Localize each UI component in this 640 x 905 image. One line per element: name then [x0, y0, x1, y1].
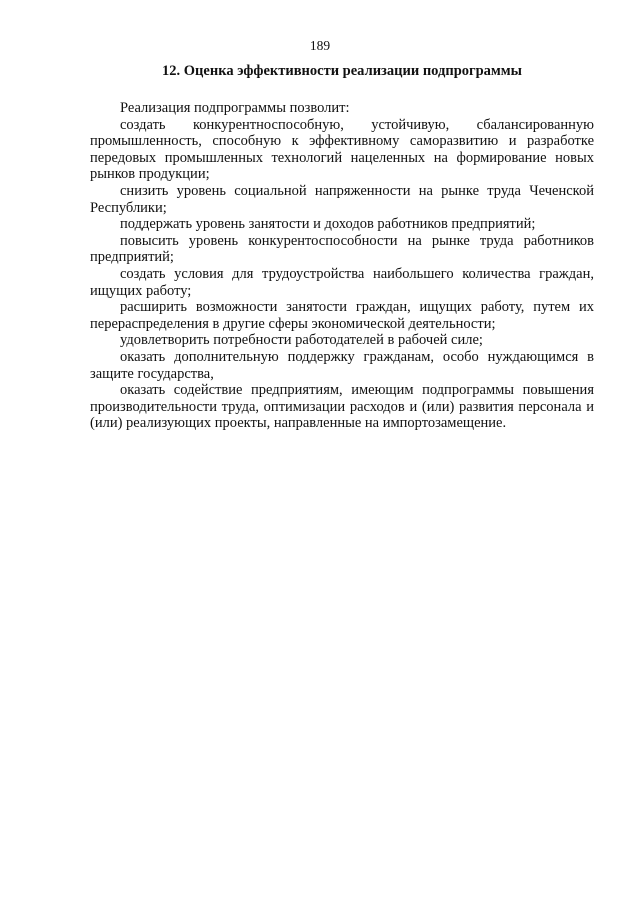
- paragraph-item: создать условия для трудоустройства наибольшего количества граждан, ищущих работу;: [90, 265, 594, 299]
- paragraph-item: оказать содействие предприятиям, имеющим подпрограммы повышения производительности труда, оптимизации расходов и (или) развития персонала и (или) реализующих проекты, направленные на импортозамещение.: [90, 382, 594, 432]
- paragraph-item: поддержать уровень занятости и доходов работников предприятий;: [120, 216, 536, 233]
- section-title: 12. Оценка эффективности реализации подпрограммы: [162, 63, 522, 79]
- paragraph-item: повысить уровень конкурентоспособности на рынке труда работников предприятий;: [90, 232, 594, 266]
- paragraph-item: создать конкурентноспособную, устойчивую, сбалансированную промышленность, способную к эффективному саморазвитию и разработке передовых промышленных технологий нацеленных на формирование новых рынков продукции;: [90, 116, 594, 183]
- paragraph-item: оказать дополнительную поддержку гражданам, особо нуждающимся в защите государства,: [90, 348, 594, 382]
- body-text: [90, 100, 594, 432]
- paragraph-intro: Реализация подпрограммы позволит:: [120, 100, 350, 116]
- page-number: 189: [309, 38, 331, 53]
- paragraph-item: расширить возможности занятости граждан, ищущих работу, путем их перераспределения в другие сферы экономической деятельности;: [90, 299, 594, 332]
- paragraph-item: снизить уровень социальной напряженности на рынке труда Чеченской Республики;: [90, 182, 594, 216]
- paragraph-item: удовлетворить потребности работодателей в рабочей силе;: [120, 332, 483, 349]
